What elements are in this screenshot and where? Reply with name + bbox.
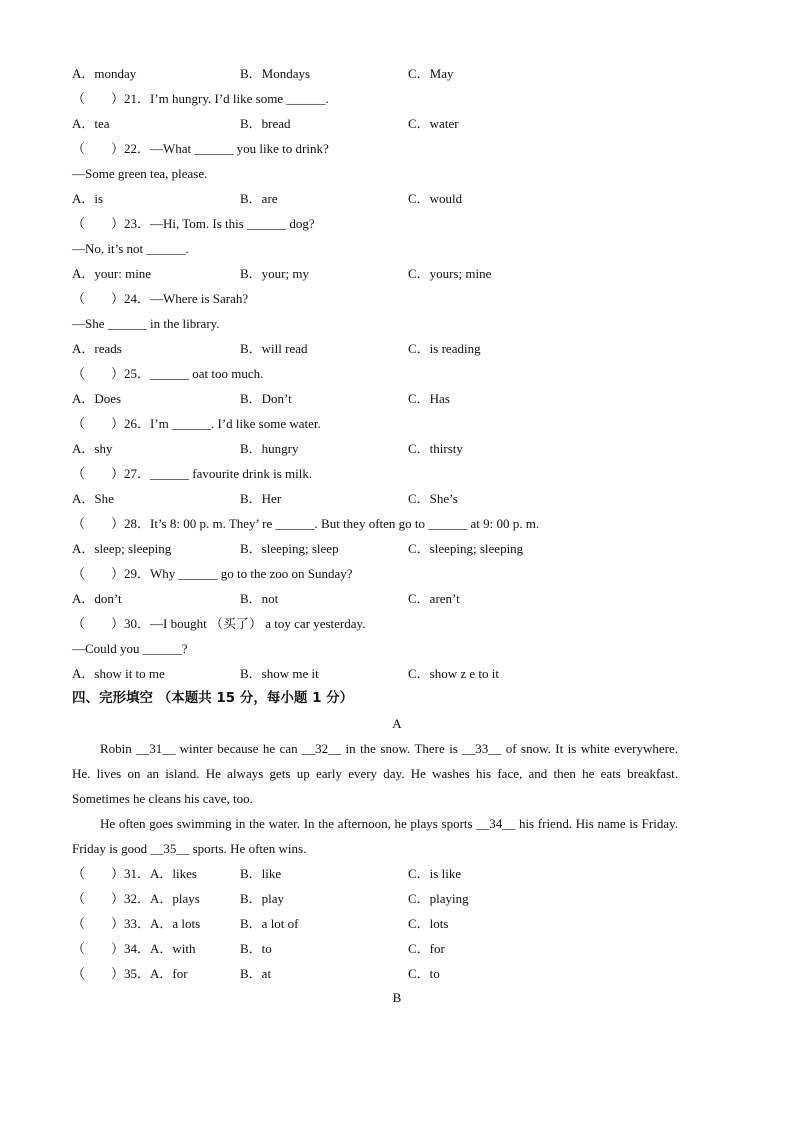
passage-a-paragraph-1: Robin __31__ winter because he can __32__ in the snow. There is __33__ of snow. It is white everywhere. He. lives on an island. He always gets up early every day. He washes his face, and then he eats breakfast. Sometimes he cleans his cave, too. [72,741,678,806]
option-c: C．yours; mine [408,266,492,281]
option-c: C．would [408,191,463,206]
question-30-response: —Could you ______? [72,641,188,656]
question-28: （ ）28．It’s 8: 00 p. m. They’ re ______. But they often go to ______ at 9: 00 p. m. [72,516,540,531]
option-a: A．reads [72,341,122,356]
option-c: C．for [408,941,445,956]
option-a: A．don’t [72,591,122,606]
cloze-question-31 [72,861,732,886]
question-24: （ ）24．—Where is Sarah? [72,291,249,306]
options-row-27 [72,486,732,511]
option-b: B．at [240,966,272,981]
option-b: B．a lot of [240,916,299,931]
option-a: A．shy [72,441,113,456]
option-a: A．show it to me [72,666,165,681]
options-row-22 [72,186,732,211]
question-with-option-a: （ ）35．A．for [72,966,188,981]
question-26: （ ）26．I’m ______. I’d like some water. [72,416,321,431]
question-with-option-a: （ ）31．A．likes [72,866,197,881]
cloze-question-32 [72,886,732,911]
cloze-question-35 [72,961,732,986]
options-row-25 [72,386,732,411]
options-row-29 [72,586,732,611]
option-c: C．Has [408,391,450,406]
question-21: （ ）21．I’m hungry. I’d like some ______. [72,91,329,106]
options-row-21 [72,111,732,136]
option-b: B．like [240,866,282,881]
option-b: B．bread [240,116,291,131]
options-row-30 [72,661,732,686]
option-c: C．lots [408,916,449,931]
options-row-23 [72,261,732,286]
cloze-question-33 [72,911,732,936]
passage-b-label: B [392,990,402,1005]
option-c: C．sleeping; sleeping [408,541,524,556]
option-a: A．Does [72,391,122,406]
option-b: B．Don’t [240,391,292,406]
option-a: A．tea [72,116,110,131]
option-c: C．She’s [408,491,458,506]
option-c: C．water [408,116,459,131]
question-30: （ ）30．—I bought （买了） a toy car yesterday. [72,616,366,631]
option-c: C．thirsty [408,441,463,456]
option-b: B．to [240,941,272,956]
options-row-20 [72,61,732,86]
option-b: B．hungry [240,441,299,456]
passage-a-label: A [392,716,402,731]
option-c: C．is reading [408,341,481,356]
question-24-response: —She ______ in the library. [72,316,220,331]
passage-a-paragraph-2: He often goes swimming in the water. In the afternoon, he plays sports __34__ his friend. His name is Friday. Friday is good __35__ sports. He often wins. [72,816,678,856]
question-29: （ ）29．Why ______ go to the zoo on Sunday? [72,566,353,581]
option-c: C．playing [408,891,469,906]
question-with-option-a: （ ）33．A．a lots [72,916,201,931]
option-b: B．not [240,591,279,606]
cloze-question-34 [72,936,732,961]
option-b: B．Her [240,491,282,506]
option-a: A．monday [72,66,137,81]
question-22-response: —Some green tea, please. [72,166,208,181]
option-b: B．will read [240,341,308,356]
option-c: C．to [408,966,440,981]
option-b: B．Mondays [240,66,311,81]
question-27: （ ）27．______ favourite drink is milk. [72,466,313,481]
option-b: B．sleeping; sleep [240,541,339,556]
option-c: C．is like [408,866,462,881]
question-with-option-a: （ ）34．A．with [72,941,196,956]
question-23: （ ）23．—Hi, Tom. Is this ______ dog? [72,216,315,231]
option-a: A．She [72,491,114,506]
option-a: A．your: mine [72,266,152,281]
option-c: C．show z e to it [408,666,499,681]
question-22: （ ）22．—What ______ you like to drink? [72,141,329,156]
option-c: C．aren’t [408,591,460,606]
options-row-26 [72,436,732,461]
question-23-response: —No, it’s not ______. [72,241,189,256]
question-25: （ ）25．______ oat too much. [72,366,264,381]
section-title: 四、完形填空 （本题共 15 分，每小题 1 分） [72,690,354,706]
options-row-28 [72,536,732,561]
option-a: A．sleep; sleeping [72,541,172,556]
option-b: B．show me it [240,666,319,681]
option-c: C．May [408,66,454,81]
options-row-24 [72,336,732,361]
option-b: B．play [240,891,285,906]
option-a: A．is [72,191,104,206]
option-b: B．are [240,191,278,206]
question-with-option-a: （ ）32．A．plays [72,891,200,906]
option-b: B．your; my [240,266,309,281]
